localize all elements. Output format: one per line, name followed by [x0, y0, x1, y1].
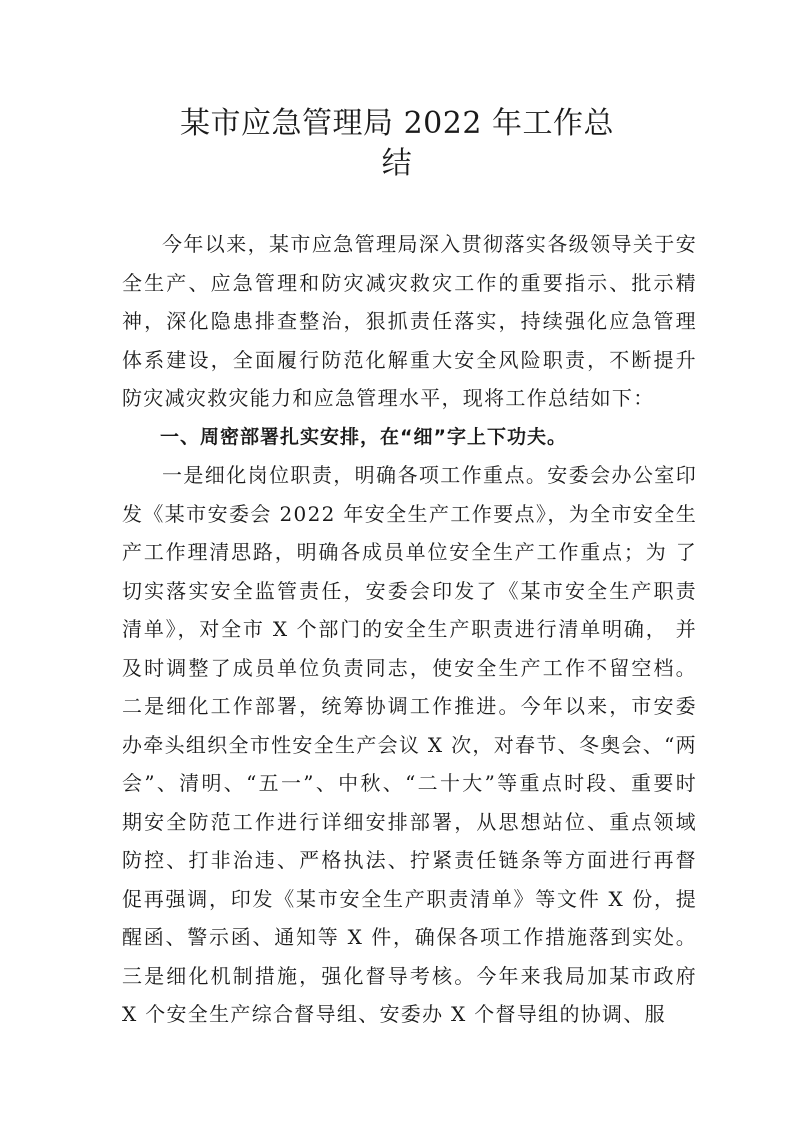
document-title [120, 104, 674, 184]
section-1-paragraph: 一是细化岗位职责，明确各项工作重点。安委会办公室印发《某市安委会 2022 年安全生产工作要点》，为全市安全生产工作理清思路，明确各成员单位安全生产工作重点；为 了切实落实安全监管责任，安委会印发了《某市安全生产职责清单》，对全市 X 个部门的安全生产职责进行清单明确， 并及时调整了成员单位负责同志，使安全生产工作不留空档。二是细化工作部署，统筹协调工作推进。今年以来，市安委 办牵头组织全市性安全生产会议 X 次，对春节、冬奥会、“两会”、清明、“五一”、中秋、“二十大”等重点时段、重要时 期安全防范工作进行详细安排部署，从思想站位、重点领域 防控、打非治违、严格执法、拧紧责任链条等方面进行再督 促再强调，印发《某市安全生产职责清单》等文件 X 份，提醒函、警示函、通知等 X 件，确保各项工作措施落到实处。三是细化机制措施，强化督导考核。今年来我局加某市政府 X 个安全生产综合督导组、安委办 X 个督导组的协调、服 [122, 463, 697, 1026]
intro-paragraph: 今年以来，某市应急管理局深入贯彻落实各级领导关于安全生产、应急管理和防灾减灾救灾工作的重要指示、批示精神，深化隐患排查整治，狠抓责任落实，持续强化应急管理体系建设，全面履行防范化解重大安全风险职责，不断提升防灾减灾救灾能力和应急管理水平，现将工作总结如下： [122, 232, 697, 410]
title-line-2: 结 [381, 146, 413, 181]
section-heading-1: 一、周密部署扎实安排，在“细”字上下功夫。 [160, 425, 567, 448]
title-line-1: 某市应急管理局 2022 年工作总 [180, 106, 614, 141]
document-body [122, 225, 697, 1034]
